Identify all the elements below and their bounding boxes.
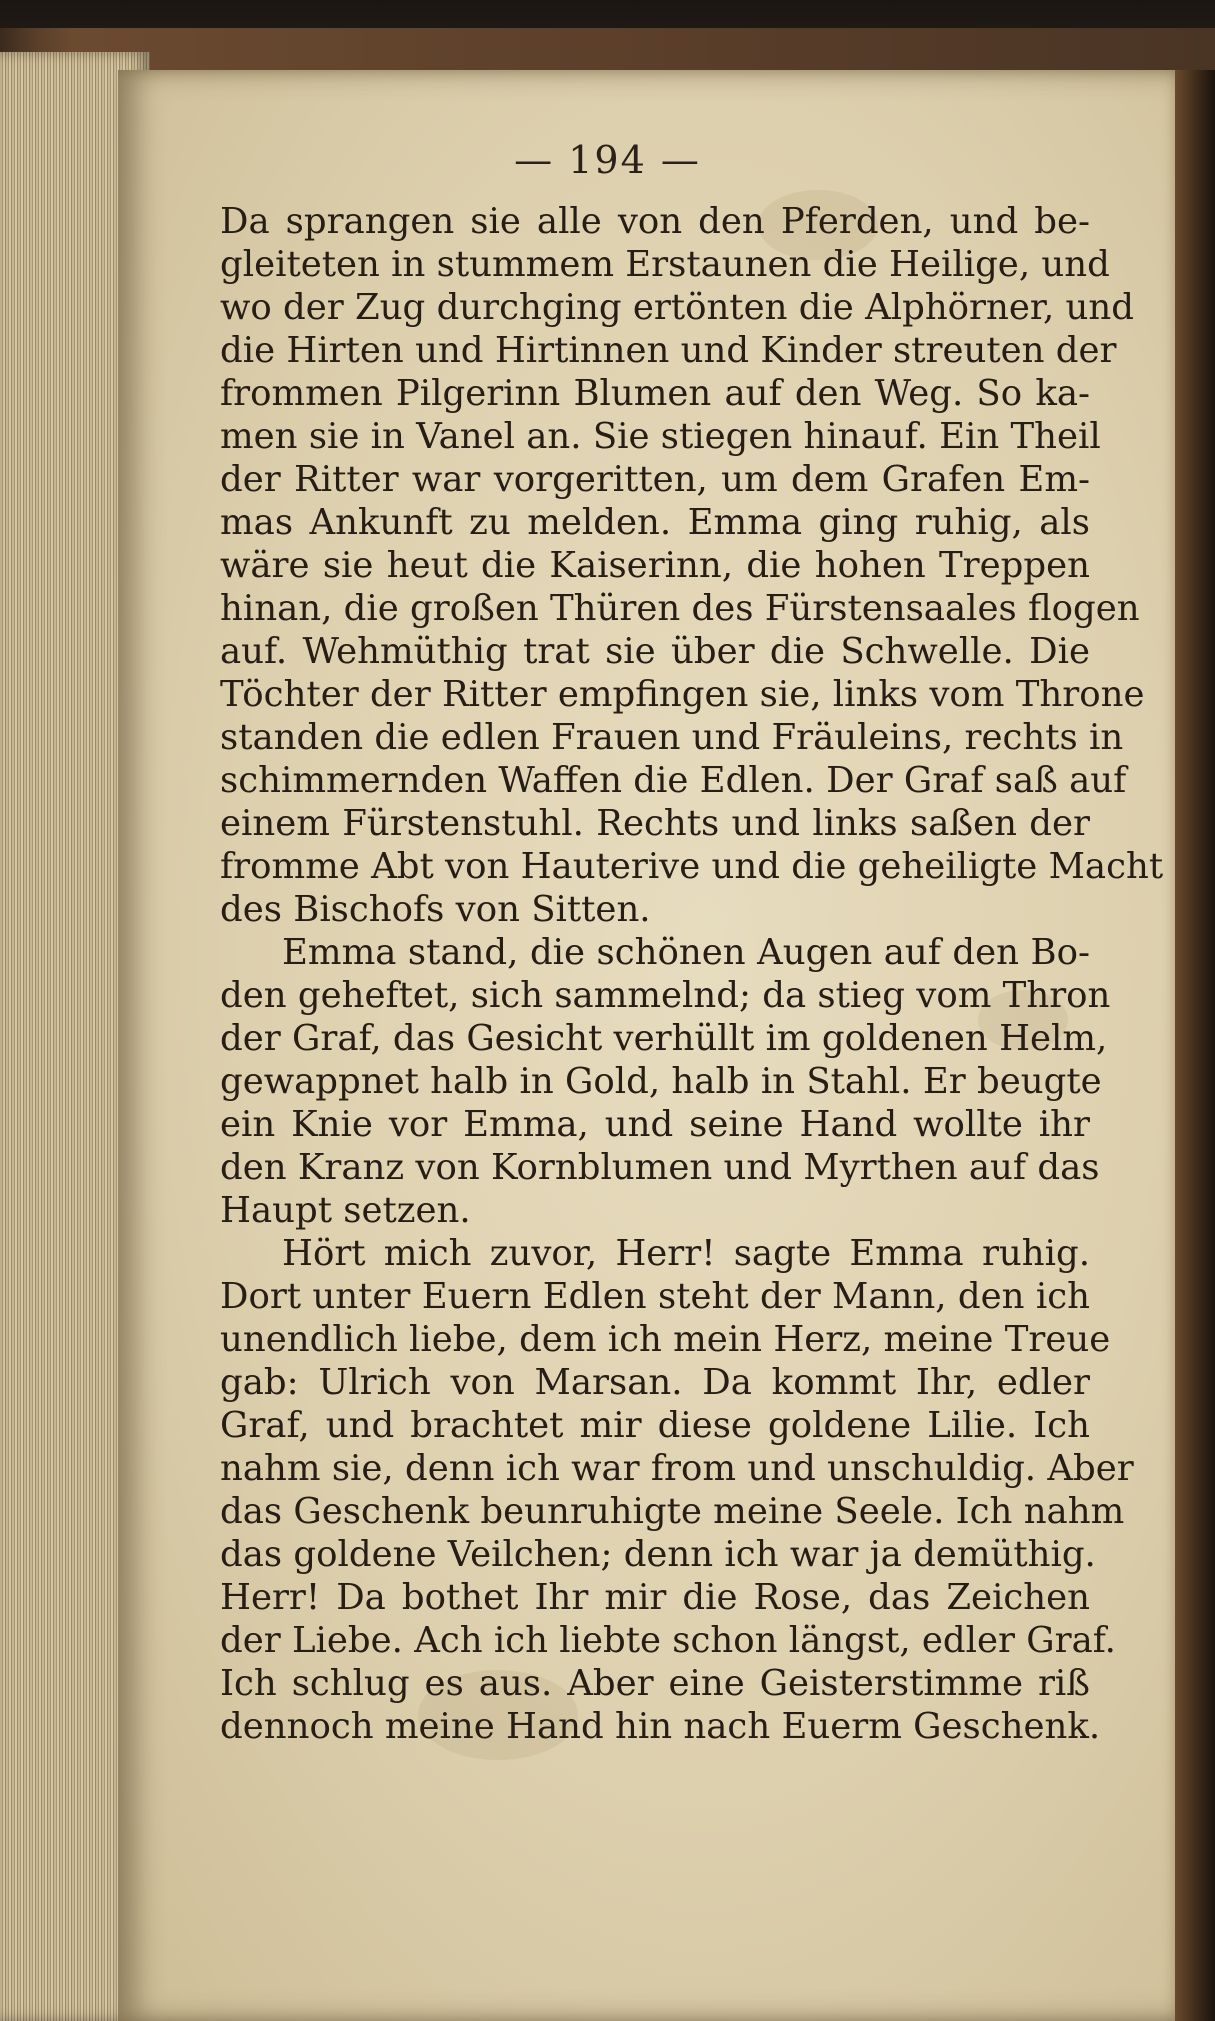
text-line: wäre sie heut die Kaiserinn, die hohen Treppen	[220, 545, 1090, 586]
text-line: Emma stand, die schönen Augen auf den Bo-	[282, 932, 1090, 973]
text-line: standen die edlen Frauen und Fräuleins, rechts in	[220, 717, 1124, 758]
text-line: der Ritter war vorgeritten, um dem Grafen Em-	[220, 459, 1090, 500]
text-line: schimmernden Waffen die Edlen. Der Graf saß auf	[220, 760, 1127, 801]
text-line: men sie in Vanel an. Sie stiegen hinauf. Ein Theil	[220, 416, 1101, 457]
text-line: Dort unter Euern Edlen steht der Mann, den ich	[220, 1276, 1090, 1317]
text-line: auf. Wehmüthig trat sie über die Schwelle. Die	[220, 631, 1090, 672]
text-line: das goldene Veilchen; denn ich war ja demüthig.	[220, 1534, 1096, 1575]
text-line: Da sprangen sie alle von den Pferden, und be-	[220, 201, 1090, 242]
text-line: den Kranz von Kornblumen und Myrthen auf das	[220, 1147, 1100, 1188]
text-line: hinan, die großen Thüren des Fürstensaales flogen	[220, 588, 1140, 629]
text-line: das Geschenk beunruhigte meine Seele. Ich nahm	[220, 1491, 1125, 1532]
text-line: Graf, und brachtet mir diese goldene Lilie. Ich	[220, 1405, 1090, 1446]
text-line: der Graf, das Gesicht verhüllt im goldenen Helm,	[220, 1018, 1108, 1059]
text-line: der Liebe. Ach ich liebte schon längst, edler Graf.	[220, 1620, 1116, 1661]
text-line: die Hirten und Hirtinnen und Kinder streuten der	[220, 330, 1117, 371]
text-line: Hört mich zuvor, Herr! sagte Emma ruhig.	[282, 1233, 1090, 1274]
text-line: Haupt setzen.	[220, 1190, 471, 1231]
body-text	[220, 200, 1164, 1748]
page-number: — 194 —	[514, 138, 701, 182]
text-line: wo der Zug durchging ertönten die Alphörner, und	[220, 287, 1134, 328]
text-line: Herr! Da bothet Ihr mir die Rose, das Zeichen	[220, 1577, 1090, 1618]
text-line: den geheftet, sich sammelnd; da stieg vom Thron	[220, 975, 1111, 1016]
text-line: mas Ankunft zu melden. Emma ging ruhig, als	[220, 502, 1090, 543]
text-line: unendlich liebe, dem ich mein Herz, meine Treue	[220, 1319, 1111, 1360]
text-line: ein Knie vor Emma, und seine Hand wollte ihr	[220, 1104, 1090, 1145]
text-line: gab: Ulrich von Marsan. Da kommt Ihr, edler	[220, 1362, 1090, 1403]
text-line: frommen Pilgerinn Blumen auf den Weg. So ka-	[220, 373, 1090, 414]
page-right-edge	[1175, 70, 1215, 2021]
text-line: des Bischofs von Sitten.	[220, 889, 651, 930]
text-line: Töchter der Ritter empfingen sie, links vom Throne	[220, 674, 1145, 715]
text-line: Ich schlug es aus. Aber eine Geisterstimme riß	[220, 1663, 1090, 1704]
text-line: einem Fürstenstuhl. Rechts und links saßen der	[220, 803, 1090, 844]
text-line: gleiteten in stummem Erstaunen die Heilige, und	[220, 244, 1110, 285]
text-line: gewappnet halb in Gold, halb in Stahl. Er beugte	[220, 1061, 1102, 1102]
text-line: fromme Abt von Hauterive und die geheiligte Macht	[220, 846, 1164, 887]
text-line: nahm sie, denn ich war from und unschuldig. Aber	[220, 1448, 1134, 1489]
text-line: dennoch meine Hand hin nach Euerm Geschenk.	[220, 1706, 1101, 1747]
